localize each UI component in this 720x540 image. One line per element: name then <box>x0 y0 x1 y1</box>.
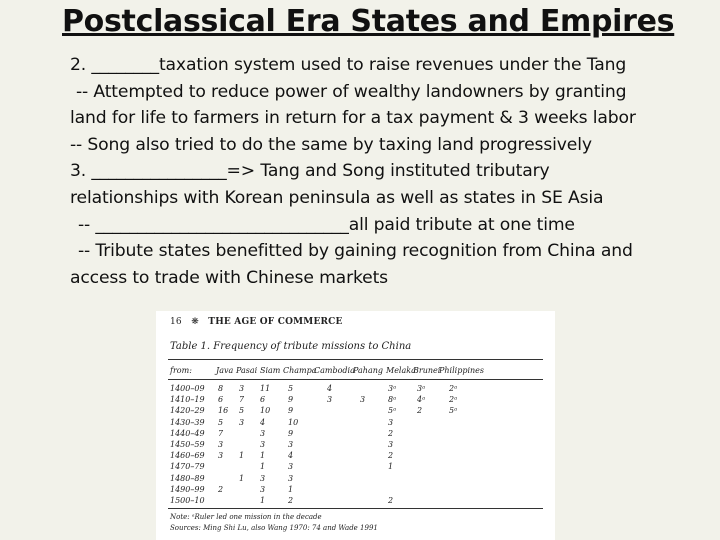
cell-pasai: 3 <box>239 384 245 393</box>
cell-period: 1410–19 <box>170 395 205 405</box>
cell-java: 6 <box>218 395 224 405</box>
cell-siam: 1 <box>260 496 266 505</box>
cell-champa: 3 <box>288 462 294 472</box>
cell-period: 1470–79 <box>170 462 205 472</box>
table-bottom-rule <box>168 508 543 509</box>
cell-philippines: 2ᵃ <box>449 395 458 405</box>
point-2-sub-2: -- Song also tried to do the same by taxing land progressively <box>70 134 592 155</box>
cell-period: 1400–09 <box>170 384 205 393</box>
column-header-java: Java <box>216 366 234 375</box>
cell-champa: 9 <box>288 395 294 405</box>
table-top-rule <box>168 359 543 360</box>
cell-brunei: 3ᵃ <box>417 384 426 393</box>
cell-champa: 2 <box>288 496 294 505</box>
table-sources: Sources: Ming Shi Lu, also Wang 1970: 74 and Wade 1991 <box>170 524 378 532</box>
cell-champa: 3 <box>288 440 294 449</box>
cell-champa: 3 <box>288 473 294 483</box>
cell-cambodia: 4 <box>327 384 333 393</box>
cell-cambodia: 3 <box>327 395 333 405</box>
cell-melaka: 2 <box>388 451 394 461</box>
column-header-brunei: Brunei <box>413 366 441 375</box>
ornament-icon: ❋ <box>191 317 199 327</box>
cell-period: 1460–69 <box>170 451 205 461</box>
cell-champa: 1 <box>288 484 294 494</box>
cell-java: 5 <box>218 417 224 427</box>
cell-pasai: 5 <box>239 406 245 416</box>
cell-period: 1490–99 <box>170 484 205 494</box>
cell-java: 7 <box>218 428 224 438</box>
cell-siam: 3 <box>260 428 266 438</box>
column-header-pasai: Pasai <box>236 366 258 375</box>
cell-siam: 6 <box>260 395 266 405</box>
cell-pasai: 1 <box>239 451 245 461</box>
cell-siam: 3 <box>260 473 266 483</box>
cell-melaka: 3ᵃ <box>388 384 397 393</box>
cell-philippines: 5ᵃ <box>449 406 458 416</box>
column-header-siam: Siam <box>260 366 281 375</box>
cell-champa: 10 <box>288 417 299 427</box>
column-header-philippines: Philippines <box>439 366 485 375</box>
slide-body <box>70 52 715 291</box>
column-header-pahang: Pahang <box>353 366 383 375</box>
column-header-period: from: <box>170 366 192 375</box>
column-header-champa: Champa <box>283 366 317 375</box>
cell-pasai: 3 <box>239 417 245 427</box>
column-header-melaka: Melaka <box>386 366 416 375</box>
cell-pasai: 1 <box>239 473 245 483</box>
point-2-line: 2. ________taxation system used to raise revenues under the Tang <box>70 55 627 75</box>
cell-melaka: 3 <box>388 417 394 427</box>
cell-champa: 9 <box>288 428 294 438</box>
point-2-sub-1: -- Attempted to reduce power of wealthy landowners by granting <box>76 81 627 102</box>
cell-philippines: 2ᵃ <box>449 384 458 393</box>
cell-siam: 1 <box>260 451 266 461</box>
cell-siam: 11 <box>260 384 271 393</box>
cell-period: 1430–39 <box>170 417 205 427</box>
table-note: Note: ᵃRuler led one mission in the decade <box>170 513 322 521</box>
figure-page-number: 16 <box>170 317 182 327</box>
cell-melaka: 8ᵃ <box>388 395 397 405</box>
cell-period: 1440–49 <box>170 428 205 438</box>
cell-java: 3 <box>218 451 224 461</box>
cell-period: 1500–10 <box>170 496 205 505</box>
cell-siam: 4 <box>260 417 266 427</box>
cell-brunei: 2 <box>417 406 423 416</box>
figure-running-head <box>170 317 343 327</box>
cell-java: 16 <box>218 406 229 416</box>
point-3-sub-1: -- ______________________________all paid tribute at one time <box>78 214 575 235</box>
cell-java: 2 <box>218 484 224 494</box>
cell-champa: 4 <box>288 451 294 461</box>
point-2-sub-1-cont: land for life to farmers in return for a tax payment & 3 weeks labor <box>70 108 636 129</box>
cell-melaka: 2 <box>388 496 394 505</box>
cell-period: 1480–89 <box>170 473 205 483</box>
cell-siam: 1 <box>260 462 266 472</box>
cell-pasai: 7 <box>239 395 245 405</box>
cell-champa: 9 <box>288 406 294 416</box>
cell-siam: 10 <box>260 406 271 416</box>
point-3-sub-2: -- Tribute states benefitted by gaining recognition from China and <box>78 241 633 262</box>
cell-java: 3 <box>218 440 224 449</box>
cell-siam: 3 <box>260 440 266 449</box>
table-header-rule <box>168 379 543 380</box>
point-3-sub-2-cont: access to trade with Chinese markets <box>70 267 388 288</box>
table-title: Table 1. Frequency of tribute missions to China <box>170 341 412 352</box>
cell-pahang: 3 <box>360 395 366 405</box>
cell-melaka: 3 <box>388 440 394 449</box>
cell-java: 8 <box>218 384 224 393</box>
cell-melaka: 1 <box>388 462 394 472</box>
cell-brunei: 4ᵃ <box>417 395 426 405</box>
cell-period: 1450–59 <box>170 440 205 449</box>
point-3-line: 3. ________________=> Tang and Song instituted tributary <box>70 161 550 182</box>
tribute-table-figure <box>156 311 555 540</box>
figure-head-text: THE AGE OF COMMERCE <box>208 317 343 327</box>
cell-siam: 3 <box>260 484 266 494</box>
cell-champa: 5 <box>288 384 294 393</box>
cell-melaka: 5ᵃ <box>388 406 397 416</box>
point-3-cont: relationships with Korean peninsula as well as states in SE Asia <box>70 187 604 208</box>
column-header-cambodia: Cambodia <box>314 366 355 375</box>
cell-period: 1420–29 <box>170 406 205 416</box>
cell-melaka: 2 <box>388 428 394 438</box>
slide-title: Postclassical Era States and Empires <box>62 4 675 39</box>
